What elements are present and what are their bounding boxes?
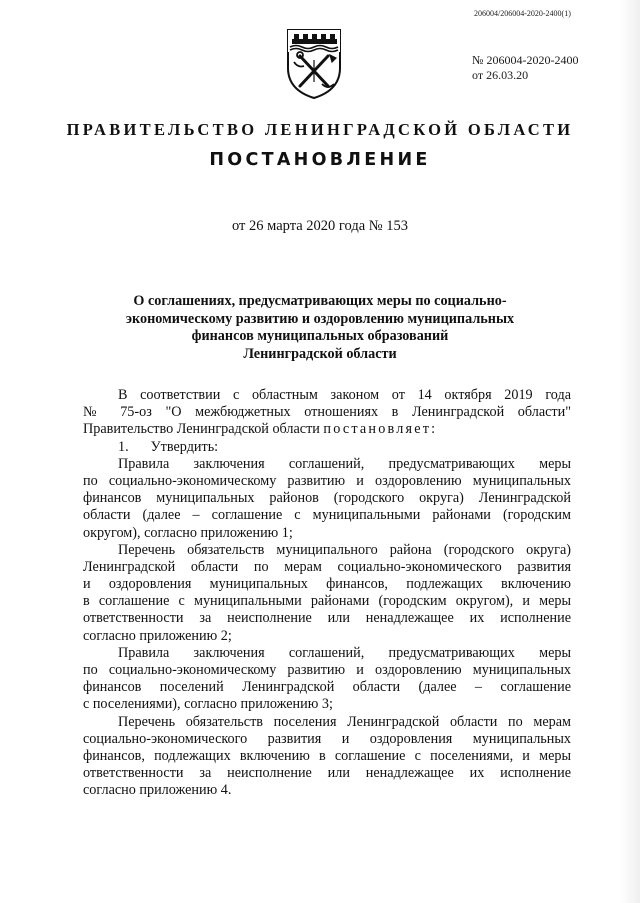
body-line: Правила заключения соглашений, предусматривающих меры — [118, 455, 571, 472]
decree-keyword: постановляет: — [323, 421, 438, 438]
body-line — [83, 421, 571, 438]
document-type: ПОСТАНОВЛЕНИЕ — [209, 150, 431, 170]
document-body — [83, 387, 571, 800]
body-line: согласно приложению 2; — [83, 627, 232, 644]
item-number: 1. — [118, 438, 129, 455]
registration-number: № 206004-2020-2400 — [472, 53, 579, 67]
body-line: области (далее – соглашение с муниципальными районами (городским — [83, 507, 571, 524]
body-line: ответственности за неисполнение или ненадлежащее их исполнение — [83, 610, 571, 627]
body-line: Перечень обязательств муниципального района (городского округа) — [118, 541, 571, 558]
body-line: Перечень обязательств поселения Ленинградской области по мерам — [118, 713, 571, 730]
body-line: по социально-экономическому развитию и оздоровлению муниципальных — [83, 662, 571, 678]
body-line: Правила заключения соглашений, предусматривающих меры — [118, 644, 571, 661]
body-line: согласно приложению 4. — [83, 782, 232, 799]
body-line: округом), согласно приложению 1; — [83, 524, 293, 541]
list-item-1 — [83, 439, 571, 456]
body-line: В соответствии с областным законом от 14 октября 2019 года — [118, 387, 571, 403]
body-line: социально-экономического развития и оздоровления муниципальных — [83, 730, 571, 747]
leningrad-oblast-coat-of-arms-icon — [274, 22, 354, 102]
title-line: финансов муниципальных образований — [191, 328, 449, 344]
issuing-authority: ПРАВИТЕЛЬСТВО ЛЕНИНГРАДСКОЙ ОБЛАСТИ — [66, 120, 574, 139]
body-line: Ленинградской области по мерам социально-экономического развития — [83, 558, 571, 575]
title-line: Ленинградской области — [243, 345, 397, 362]
preamble-text: Правительство Ленинградской области — [83, 421, 324, 438]
document-title — [90, 293, 550, 363]
body-line: финансов муниципальных районов (городского округа) Ленинградской — [83, 490, 571, 507]
body-line: финансов поселений Ленинградской области (далее – соглашение — [83, 679, 571, 696]
document-date-number: от 26 марта 2020 года № 153 — [232, 218, 408, 234]
body-line: № 75-оз "О межбюджетных отношениях в Ленинградской области" — [83, 404, 571, 421]
body-line: по социально-экономическому развитию и оздоровлению муниципальных — [83, 472, 571, 489]
title-line: экономическому развитию и оздоровлению муниципальных — [125, 310, 515, 327]
item-text: Утвердить: — [150, 438, 219, 455]
title-line: О соглашениях, предусматривающих меры по социально- — [133, 293, 507, 309]
body-line: с поселениями), согласно приложению 3; — [83, 696, 333, 713]
registration-date: от 26.03.20 — [472, 68, 529, 82]
body-line: ответственности за неисполнение или ненадлежащее их исполнение — [83, 765, 571, 782]
registration-code: 206004/206004-2020-2400(1) — [474, 9, 571, 18]
body-line: финансов, подлежащих включению в соглашение с поселениями, и меры — [83, 747, 571, 764]
body-line: и оздоровления муниципальных финансов, подлежащих включению — [83, 576, 571, 593]
body-line: в соглашение с муниципальными районами (городским округом), и меры — [83, 593, 571, 610]
